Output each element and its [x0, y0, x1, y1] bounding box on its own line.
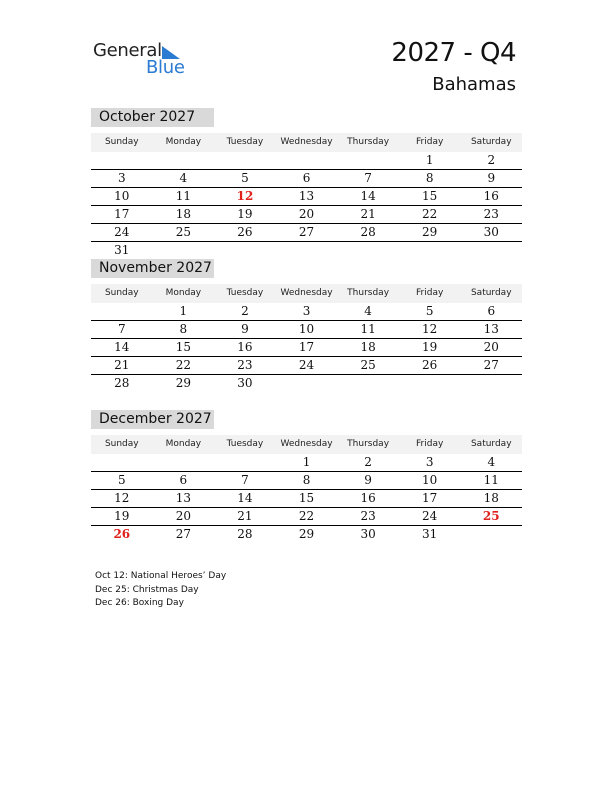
day-cell: 13 — [483, 322, 499, 336]
day-cell — [460, 242, 522, 259]
day-cell: 18 — [483, 491, 499, 505]
day-cell: 28 — [114, 376, 130, 390]
day-cell — [214, 242, 276, 259]
week-row — [91, 508, 522, 526]
day-cell: 21 — [360, 207, 376, 221]
week-row — [91, 321, 522, 339]
weekday-label: Sunday — [104, 439, 139, 449]
day-cell: 15 — [298, 491, 315, 505]
weekday-label: Tuesday — [226, 288, 264, 298]
day-cell: 14 — [237, 491, 253, 505]
logo-word-blue: Blue — [146, 57, 185, 78]
month-title: October 2027 — [91, 108, 214, 127]
weekday-label: Monday — [165, 439, 202, 449]
week-row — [91, 242, 522, 259]
day-cell: 16 — [483, 189, 499, 203]
day-cell: 16 — [360, 491, 376, 505]
day-cell: 19 — [237, 207, 253, 221]
day-cell: 25 — [175, 225, 191, 239]
day-cell: 29 — [298, 527, 315, 541]
day-cell: 21 — [237, 509, 253, 523]
day-cell — [337, 375, 399, 392]
day-cell: 5 — [425, 304, 434, 318]
day-cell: 18 — [175, 207, 191, 221]
weekday-label: Friday — [416, 288, 444, 298]
day-cell: 26 — [237, 225, 253, 239]
day-cell: 3 — [117, 171, 126, 185]
day-cell: 18 — [360, 340, 376, 354]
day-cell: 24 — [298, 358, 315, 372]
day-cell: 1 — [302, 455, 311, 469]
day-cell: 15 — [422, 189, 438, 203]
day-cell: 23 — [483, 207, 499, 221]
month-title: November 2027 — [91, 259, 214, 278]
weekday-label: Thursday — [347, 439, 390, 449]
day-cell — [153, 454, 215, 471]
day-cell: 3 — [302, 304, 311, 318]
logo-word-general: General — [93, 40, 162, 61]
week-row — [91, 454, 522, 472]
weekday-label: Sunday — [104, 137, 139, 147]
week-row — [91, 170, 522, 188]
country-name: Bahamas — [432, 74, 516, 95]
day-cell: 1 — [425, 153, 434, 167]
day-cell — [91, 454, 153, 471]
day-cell: 13 — [298, 189, 315, 203]
week-row — [91, 490, 522, 508]
day-cell: 17 — [422, 491, 438, 505]
day-cell: 14 — [114, 340, 130, 354]
weekday-label: Tuesday — [226, 137, 264, 147]
day-cell: 7 — [241, 473, 249, 487]
day-cell: 29 — [175, 376, 191, 390]
day-cell: 28 — [360, 225, 376, 239]
day-cell: 26 — [422, 358, 438, 372]
day-cell: 13 — [175, 491, 191, 505]
day-cell: 30 — [483, 225, 499, 239]
weekday-label: Wednesday — [280, 137, 333, 147]
holiday-day-cell: 25 — [482, 509, 500, 523]
day-cell: 4 — [364, 304, 372, 318]
day-cell: 8 — [302, 473, 311, 487]
weekday-label: Thursday — [347, 288, 390, 298]
day-cell: 24 — [422, 509, 438, 523]
day-cell: 12 — [114, 491, 130, 505]
day-cell: 11 — [483, 473, 499, 487]
day-cell: 9 — [487, 171, 496, 185]
day-cell — [276, 152, 338, 169]
weekday-label: Thursday — [347, 137, 390, 147]
week-row — [91, 375, 522, 392]
day-cell: 11 — [175, 189, 191, 203]
day-cell — [460, 375, 522, 392]
day-cell: 27 — [483, 358, 499, 372]
day-cell — [214, 454, 276, 471]
week-row — [91, 224, 522, 242]
day-cell: 12 — [422, 322, 438, 336]
day-cell: 10 — [298, 322, 315, 336]
day-cell: 27 — [175, 527, 191, 541]
day-cell: 28 — [237, 527, 253, 541]
week-row — [91, 339, 522, 357]
day-cell: 9 — [241, 322, 249, 336]
day-cell — [91, 152, 153, 169]
day-cell: 23 — [360, 509, 376, 523]
day-cell — [399, 242, 461, 259]
weekday-label: Monday — [165, 137, 202, 147]
weekday-label: Saturday — [470, 288, 512, 298]
day-cell: 30 — [237, 376, 253, 390]
weekday-header-row — [91, 133, 522, 152]
week-row — [91, 206, 522, 224]
day-cell: 5 — [117, 473, 126, 487]
day-cell: 2 — [241, 304, 249, 318]
day-cell — [153, 242, 215, 259]
weekday-label: Sunday — [104, 288, 139, 298]
weekday-label: Friday — [416, 137, 444, 147]
holiday-note: Oct 12: National Heroes’ Day — [95, 571, 227, 581]
holiday-day-cell: 12 — [236, 189, 254, 203]
day-cell: 16 — [237, 340, 253, 354]
day-cell — [153, 152, 215, 169]
day-cell: 2 — [364, 455, 372, 469]
day-cell: 17 — [298, 340, 315, 354]
day-cell: 31 — [422, 527, 438, 541]
day-cell: 19 — [114, 509, 130, 523]
month-calendar — [91, 410, 522, 543]
day-cell: 10 — [114, 189, 130, 203]
generalblue-logo — [93, 40, 193, 80]
day-cell: 20 — [298, 207, 315, 221]
weekday-label: Saturday — [470, 137, 512, 147]
day-cell: 1 — [179, 304, 188, 318]
day-cell: 4 — [179, 171, 188, 185]
month-calendar — [91, 108, 522, 259]
day-cell: 3 — [425, 455, 434, 469]
day-cell — [399, 375, 461, 392]
day-cell — [337, 152, 399, 169]
day-cell: 6 — [179, 473, 188, 487]
week-row — [91, 357, 522, 375]
day-cell: 20 — [175, 509, 191, 523]
day-cell: 15 — [175, 340, 191, 354]
day-cell — [91, 303, 153, 320]
weekday-label: Monday — [165, 288, 202, 298]
day-cell: 19 — [422, 340, 438, 354]
day-cell: 8 — [425, 171, 434, 185]
day-cell: 4 — [487, 455, 496, 469]
holiday-notes — [95, 570, 226, 611]
month-calendar — [91, 259, 522, 392]
day-cell: 21 — [114, 358, 130, 372]
day-cell: 10 — [422, 473, 438, 487]
week-row — [91, 526, 522, 543]
day-cell: 9 — [364, 473, 372, 487]
day-cell: 20 — [483, 340, 499, 354]
month-title: December 2027 — [91, 410, 214, 429]
day-cell — [460, 526, 522, 543]
weekday-label: Wednesday — [280, 288, 333, 298]
day-cell — [276, 242, 338, 259]
day-cell: 17 — [114, 207, 130, 221]
weekday-header-row — [91, 435, 522, 454]
day-cell: 7 — [364, 171, 372, 185]
day-cell: 22 — [298, 509, 315, 523]
holiday-note: Dec 25: Christmas Day — [95, 584, 199, 595]
day-cell: 22 — [175, 358, 191, 372]
weekday-header-row — [91, 284, 522, 303]
weekday-label: Friday — [416, 439, 444, 449]
weekday-label: Wednesday — [280, 439, 333, 449]
week-row — [91, 303, 522, 321]
weekday-label: Saturday — [470, 439, 512, 449]
page-title: 2027 - Q4 — [391, 38, 516, 68]
day-cell — [276, 375, 338, 392]
week-row — [91, 188, 522, 206]
day-cell: 6 — [302, 171, 311, 185]
day-cell: 5 — [241, 171, 249, 185]
day-cell: 23 — [237, 358, 253, 372]
day-cell: 27 — [298, 225, 315, 239]
day-cell: 2 — [487, 153, 496, 167]
day-cell: 25 — [360, 358, 376, 372]
week-row — [91, 472, 522, 490]
day-cell — [337, 242, 399, 259]
day-cell: 22 — [422, 207, 438, 221]
day-cell: 6 — [487, 304, 496, 318]
day-cell: 31 — [114, 243, 130, 257]
day-cell: 8 — [179, 322, 188, 336]
day-cell: 11 — [360, 322, 376, 336]
day-cell: 29 — [422, 225, 438, 239]
day-cell: 24 — [114, 225, 130, 239]
weekday-label: Tuesday — [226, 439, 264, 449]
holiday-note: Dec 26: Boxing Day — [95, 598, 184, 608]
holiday-day-cell: 26 — [113, 527, 131, 541]
day-cell: 30 — [360, 527, 376, 541]
day-cell: 14 — [360, 189, 376, 203]
day-cell — [214, 152, 276, 169]
day-cell: 7 — [117, 322, 126, 336]
week-row — [91, 152, 522, 170]
